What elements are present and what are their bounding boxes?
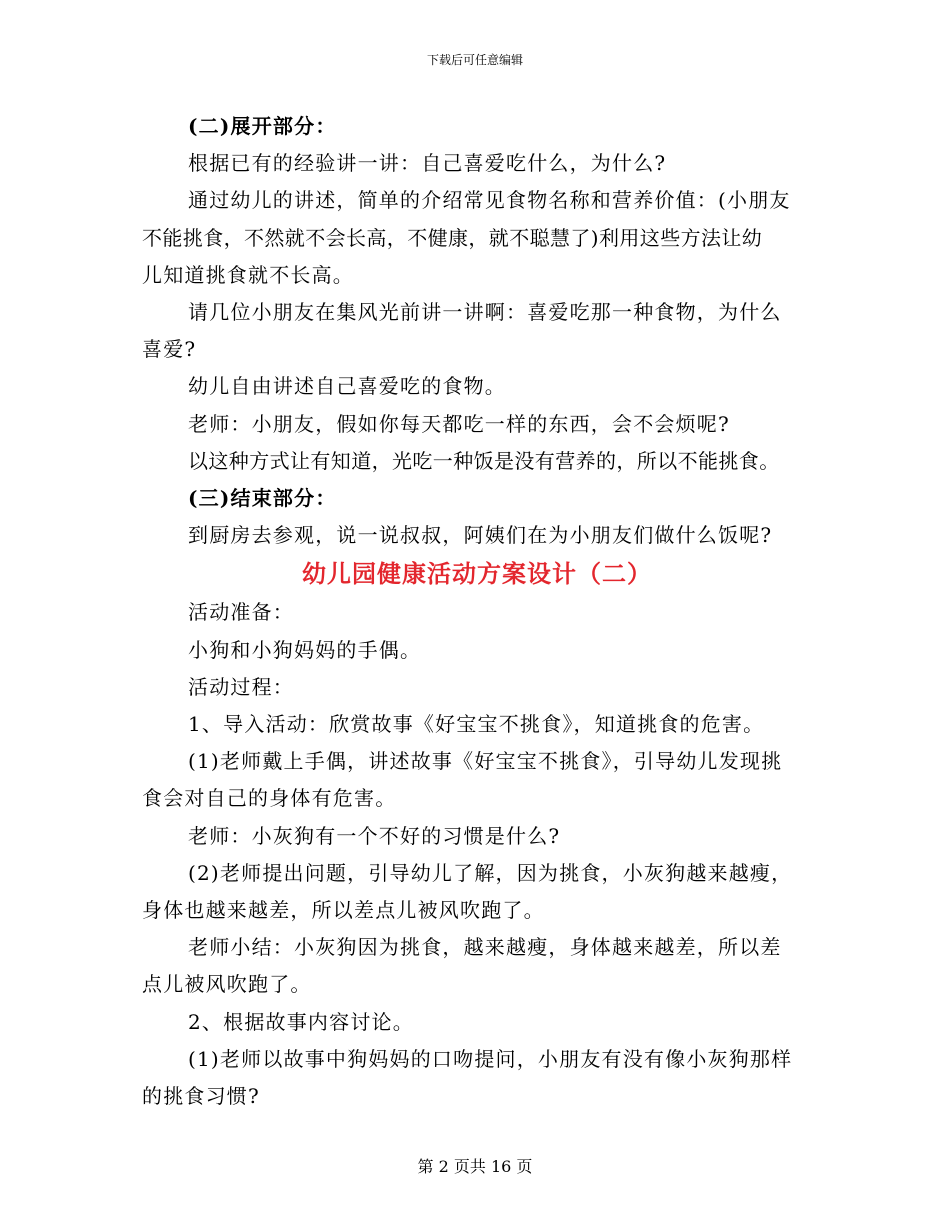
paragraph: 以这种方式让有知道，光吃一种饭是没有营养的，所以不能挑食。: [188, 448, 780, 473]
paragraph: 到厨房去参观，说一说叔叔，阿姨们在为小朋友们做什么饭呢?: [188, 523, 773, 548]
paragraph: 老师：小灰狗有一个不好的习惯是什么?: [188, 823, 561, 848]
paragraph: 请几位小朋友在集风光前讲一讲啊：喜爱吃那一种食物，为什么: [188, 300, 782, 325]
paragraph-continuation: 不能挑食，不然就不会长高，不健康，就不聪慧了)利用这些方法让幼: [142, 225, 763, 250]
heading-end-section: (三)结束部分：: [188, 486, 337, 511]
paragraph: 幼儿自由讲述自己喜爱吃的食物。: [188, 374, 506, 399]
section-title: 幼儿园健康活动方案设计（二）: [302, 559, 652, 589]
paragraph: 活动准备：: [188, 600, 294, 625]
paragraph: 2、根据故事内容讨论。: [188, 1009, 414, 1034]
paragraph: 活动过程：: [188, 674, 294, 699]
paragraph: 小狗和小狗妈妈的手偶。: [188, 637, 422, 662]
paragraph-continuation: 儿知道挑食就不长高。: [142, 262, 354, 287]
paragraph: 1、导入活动：欣赏故事《好宝宝不挑食》，知道挑食的危害。: [188, 712, 765, 737]
paragraph-continuation: 喜爱?: [142, 337, 197, 362]
paragraph: 根据已有的经验讲一讲：自己喜爱吃什么，为什么?: [188, 151, 667, 176]
heading-expand-section: (二)展开部分：: [188, 114, 337, 138]
document-body: [142, 108, 812, 1115]
paragraph: (2)老师提出问题，引导幼儿了解，因为挑食，小灰狗越来越瘦，: [188, 860, 793, 885]
paragraph: 老师小结：小灰狗因为挑食，越来越瘦，身体越来越差，所以差: [188, 935, 782, 960]
paragraph-continuation: 点儿被风吹跑了。: [142, 972, 312, 997]
paragraph: 老师：小朋友，假如你每天都吃一样的东西，会不会烦呢?: [188, 411, 730, 436]
paragraph-continuation: 身体也越来越差，所以差点儿被风吹跑了。: [142, 898, 545, 923]
paragraph: (1)老师以故事中狗妈妈的口吻提问，小朋友有没有像小灰狗那样: [188, 1046, 793, 1071]
paragraph-continuation: 食会对自己的身体有危害。: [142, 786, 397, 811]
paragraph: (1)老师戴上手偶，讲述故事《好宝宝不挑食》，引导幼儿发现挑: [188, 749, 783, 774]
paragraph: 通过幼儿的讲述，简单的介绍常见食物名称和营养价值：(小朋友: [188, 188, 791, 213]
page-header: 下载后可任意编辑: [426, 53, 523, 67]
paragraph-continuation: 的挑食习惯?: [142, 1084, 260, 1109]
page-footer: 第 2 页共 16 页: [417, 1157, 533, 1176]
